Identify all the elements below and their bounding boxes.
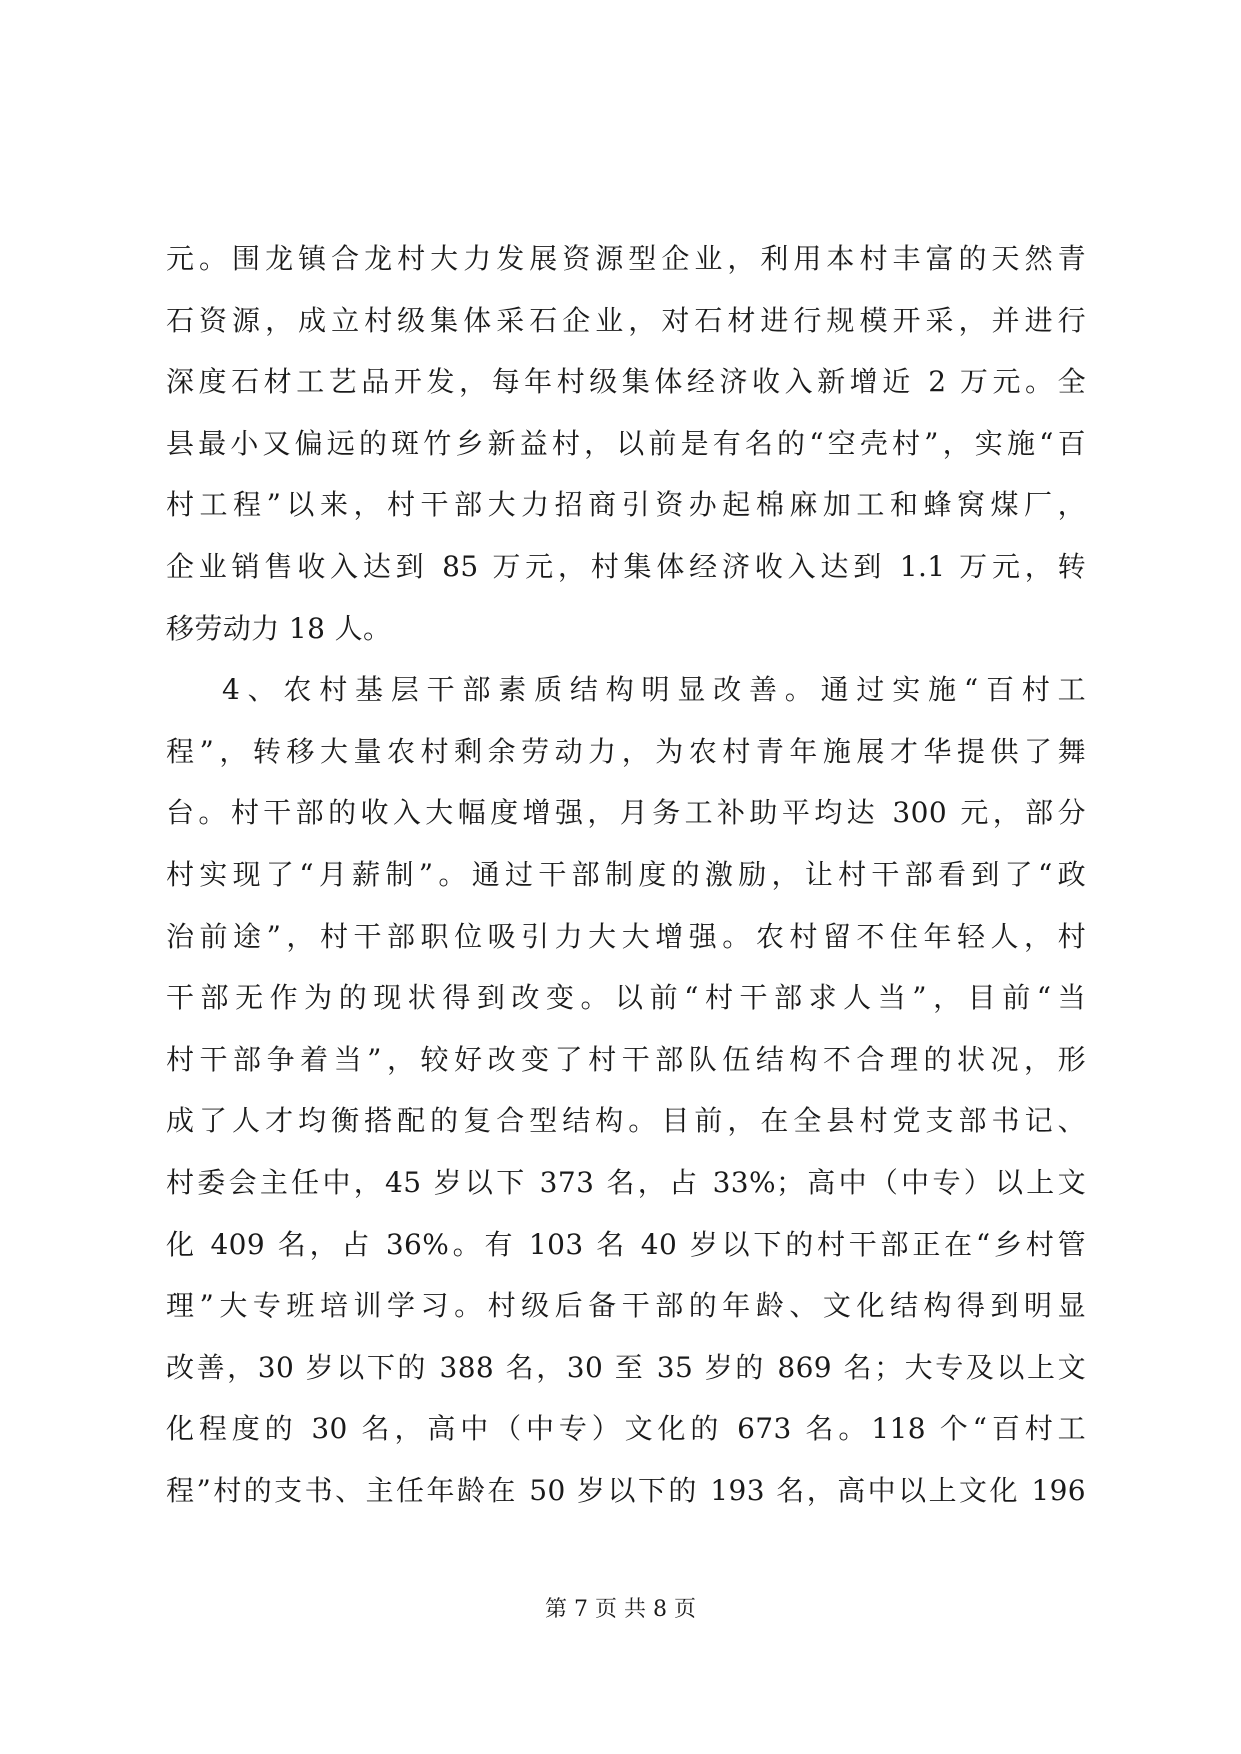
text-line: 元。围龙镇合龙村大力发展资源型企业，利用本村丰富的天然青 <box>166 242 1086 275</box>
text-line: 程”村的支书、主任年龄在 50 岁以下的 193 名，高中以上文化 196 <box>166 1473 1086 1507</box>
text-line: 深度石材工艺品开发，每年村级集体经济收入新增近 2 万元。全 <box>166 365 1086 399</box>
paragraph <box>166 228 1086 659</box>
text-line: 村实现了“月薪制”。通过干部制度的激励，让村干部看到了“政 <box>166 857 1086 891</box>
page-footer: 第 7 页 共 8 页 <box>545 1597 696 1622</box>
text-line: 村工程”以来，村干部大力招商引资办起棉麻加工和蜂窝煤厂， <box>166 488 1086 522</box>
text-line: 移劳动力 18 人。 <box>166 611 392 645</box>
text-line: 程”，转移大量农村剩余劳动力，为农村青年施展才华提供了舞 <box>166 734 1086 768</box>
text-line: 石资源，成立村级集体采石企业，对石材进行规模开采，并进行 <box>166 303 1086 337</box>
text-line: 村委会主任中，45 岁以下 373 名，占 33%；高中（中专）以上文 <box>166 1165 1086 1199</box>
text-line: 理”大专班培训学习。村级后备干部的年龄、文化结构得到明显 <box>166 1289 1086 1323</box>
text-line: 企业销售收入达到 85 万元，村集体经济收入达到 1.1 万元，转 <box>166 549 1086 583</box>
text-line: 成了人才均衡搭配的复合型结构。目前，在全县村党支部书记、 <box>166 1104 1086 1138</box>
text-line: 治前途”，村干部职位吸引力大大增强。农村留不住年轻人，村 <box>166 919 1086 953</box>
text-line: 村干部争着当”，较好改变了村干部队伍结构不合理的状况，形 <box>166 1042 1086 1076</box>
text-line: 4、农村基层干部素质结构明显改善。通过实施“百村工 <box>222 673 1086 707</box>
text-line: 改善，30 岁以下的 388 名，30 至 35 岁的 869 名；大专及以上文 <box>166 1350 1086 1384</box>
text-line: 干部无作为的现状得到改变。以前“村干部求人当”，目前“当 <box>166 981 1086 1015</box>
text-line: 化 409 名，占 36%。有 103 名 40 岁以下的村干部正在“乡村管 <box>166 1227 1086 1261</box>
text-line: 台。村干部的收入大幅度增强，月务工补助平均达 300 元，部分 <box>166 796 1086 830</box>
text-line: 县最小又偏远的斑竹乡新益村，以前是有名的“空壳村”，实施“百 <box>166 426 1086 460</box>
body-text <box>166 228 1086 1521</box>
paragraph <box>166 659 1086 1521</box>
text-line: 化程度的 30 名，高中（中专）文化的 673 名。118 个“百村工 <box>166 1412 1086 1446</box>
